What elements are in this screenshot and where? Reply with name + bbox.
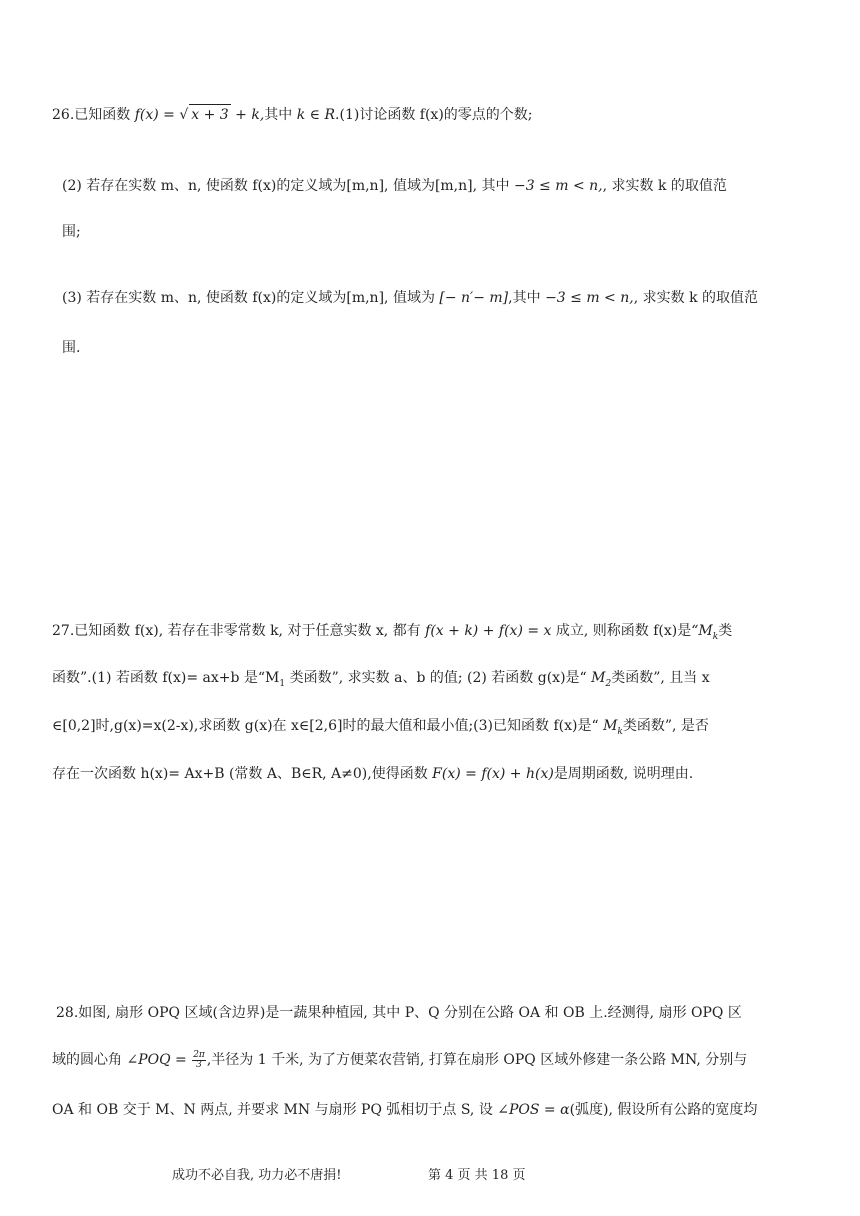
q28-line-3: OA 和 OB 交于 M、N 两点, 并要求 MN 与扇形 PQ 弧相切于点 S, 设 ∠POS = α(弧度), 假设所有公路的宽度均 (52, 1102, 758, 1118)
q26-part2-line-2: 围; (62, 224, 81, 240)
footer-page-number: 第 4 页 共 18 页 (428, 1168, 526, 1183)
q28-fraction: $\frac{2\pi}{3}$ (193, 1049, 205, 1070)
q27-line-4: 存在一次函数 h(x)= Ax+B (常数 A、B∈R, A≠0),使得函数 F(x) = f(x) + h(x)是周期函数, 说明理由. (52, 766, 694, 782)
q26-part3-line-1: (3) 若存在实数 m、n, 使函数 f(x)的定义域为[m,n], 值域为 [− n′− m],其中 −3 ≤ m < n,, 求实数 k 的取值范 (62, 290, 759, 306)
q26-part3-inequality: −3 ≤ m < n, (545, 290, 634, 306)
q26-radicand: x + 3 (189, 104, 230, 125)
q27-line-3: ∈[0,2]时,g(x)=x(2-x),求函数 g(x)在 x∈[2,6]时的最大值和最小值;(3)已知函数 f(x)是“ $M_k$类函数”, 是否 (52, 718, 709, 737)
q26-line-1: 26.已知函数 f(x) = √ x + 3 + k,其中 k ∈ R.(1)讨论函数 f(x)的零点的个数; (52, 104, 533, 125)
q28-angle-POQ: ∠POQ = (126, 1052, 192, 1068)
q27-line-2: 函数”.(1) 若函数 f(x)= ax+b 是“$M_1$ 类函数”, 求实数 a、b 的值; (2) 若函数 g(x)是“ $M_2$类函数”, 且当 x (52, 670, 710, 689)
q26-part2-inequality: −3 ≤ m < n, (513, 178, 603, 194)
q26-sqrt-symbol: √ (179, 107, 189, 123)
q26-f-formula: f(x) = (134, 107, 180, 123)
q27-F-formula: F(x) = f(x) + h(x) (432, 766, 554, 782)
q26-part2-line-1: (2) 若存在实数 m、n, 使函数 f(x)的定义域为[m,n], 值域为[m,n], 其中 −3 ≤ m < n,, 求实数 k 的取值范 (62, 178, 727, 194)
footer-motto: 成功不必自我, 功力必不唐捐! (172, 1168, 342, 1183)
q27-line-1: 27.已知函数 f(x), 若存在非零常数 k, 对于任意实数 x, 都有 f(x + k) + f(x) = x 成立, 则称函数 f(x)是“$M_k$类 (52, 623, 733, 642)
q28-line-1: 28.如图, 扇形 OPQ 区域(含边界)是一蔬果种植园, 其中 P、Q 分别在公路 OA 和 OB 上.经测得, 扇形 OPQ 区 (56, 1005, 742, 1021)
q26-part3-range: [− n′− m] (439, 290, 509, 306)
q27-functional-equation: f(x + k) + f(x) = x (425, 623, 552, 639)
q28-angle-POS: ∠POS = α (497, 1102, 570, 1118)
q28-line-2: 域的圆心角 ∠POQ = $\frac{2\pi}{3}$ ,半径为 1 千米, 为了方便菜农营销, 打算在扇形 OPQ 区域外修建一条公路 MN, 分别与 (52, 1049, 748, 1070)
q26-part3-line-2: 围. (62, 340, 81, 356)
